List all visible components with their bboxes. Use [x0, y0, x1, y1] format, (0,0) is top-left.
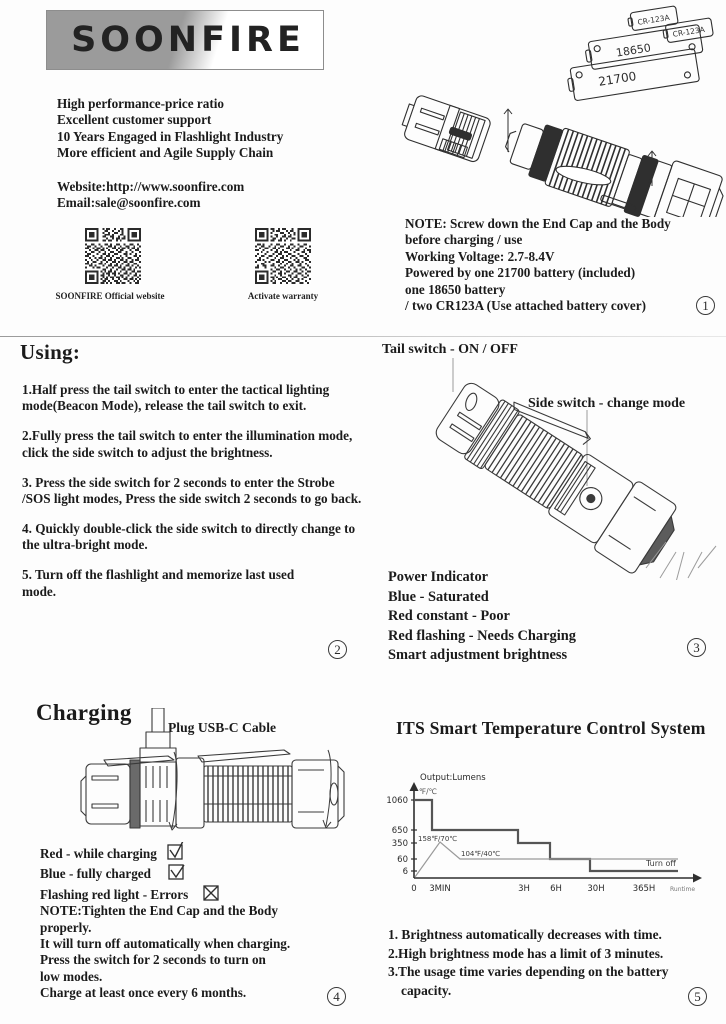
- x-tick-label: 3H: [518, 884, 530, 894]
- note-line: Working Voltage: 2.7-8.4V: [405, 248, 555, 264]
- tail-switch-label: Tail switch - ON / OFF: [382, 342, 518, 357]
- charging-note-line: low modes.: [40, 968, 103, 984]
- indicator-line: Red flashing - Needs Charging: [388, 627, 576, 644]
- qr-code-icon: [85, 228, 141, 284]
- y-tick-label: 350: [391, 839, 408, 849]
- status-label: Red - while charging: [40, 846, 157, 861]
- chart-annotation-steady-temp: 104℉/40℃: [461, 850, 501, 858]
- status-row: [40, 883, 370, 903]
- panel-number: 1: [696, 296, 715, 315]
- panel4-title: Charging: [36, 700, 132, 725]
- svg-text:CR-123A: CR-123A: [672, 24, 706, 39]
- charging-note-line: NOTE:Tighten the End Cap and the Body: [40, 903, 278, 919]
- checkbox-crossed-icon: [202, 883, 221, 902]
- temperature-control-chart: [378, 770, 718, 900]
- chart-annotation-turn-off: Turn off: [646, 859, 676, 868]
- checkbox-checked-icon: [166, 842, 185, 861]
- x-tick-label: 0: [411, 884, 417, 894]
- charging-note-line: It will turn off automatically when charging.: [40, 936, 291, 952]
- charging-diagram: [78, 708, 358, 838]
- usage-step: 1.Half press the tail switch to enter the tactical lighting mode(Beacon Mode), release the tail switch to exit.: [22, 382, 330, 414]
- chart-svg: [378, 770, 718, 900]
- charging-note-line: Charge at least once every 6 months.: [40, 985, 247, 1001]
- x-tick-label: 3MIN: [429, 884, 451, 894]
- y-tick-label: 650: [391, 826, 408, 836]
- panel-battery-info: [380, 0, 726, 336]
- note-line: 3.The usage time varies depending on the battery: [388, 964, 669, 980]
- panel-charging: [0, 684, 370, 1024]
- panel5-notes: [388, 926, 668, 1000]
- logo-text: SOONFIRE: [71, 20, 305, 60]
- x-tick-label: 30H: [587, 884, 605, 894]
- note-line: 2.High brightness mode has a limit of 3 minutes.: [388, 945, 664, 961]
- brand-contact: [57, 179, 244, 212]
- chart-y-secondary-label: ℉/℃: [419, 787, 438, 796]
- panel-number: 5: [688, 987, 707, 1006]
- x-tick-label: 365H: [632, 884, 656, 894]
- status-row: [40, 842, 370, 862]
- status-row: [40, 862, 370, 882]
- flashlight-assembled-diagram: [370, 340, 726, 580]
- tagline-line: 10 Years Engaged in Flashlight Industry: [57, 128, 284, 144]
- y-tick-label: 6: [402, 867, 408, 877]
- charging-note-line: properly.: [40, 919, 92, 935]
- indicator-line: Power Indicator: [388, 569, 489, 585]
- note-line: one 18650 battery: [405, 281, 506, 297]
- panel-number: 4: [327, 987, 346, 1006]
- tagline-line: High performance-price ratio: [57, 96, 224, 111]
- indicator-line: Blue - Saturated: [388, 588, 489, 605]
- y-axis-arrow: [410, 782, 419, 791]
- qr-caption: Activate warranty: [247, 291, 319, 301]
- brand-taglines: [57, 96, 283, 162]
- usage-step: 2.Fully press the tail switch to enter the illumination mode, click the side switch to adjust the brightness.: [22, 428, 353, 460]
- charging-note-line: Press the switch for 2 seconds to turn on: [40, 952, 266, 968]
- note-line: Powered by one 21700 battery (included): [405, 265, 636, 281]
- note-line: NOTE: Screw down the End Cap and the Body: [405, 216, 671, 231]
- panel-temperature-control: [370, 684, 726, 1024]
- x-axis-arrow: [693, 874, 702, 883]
- status-label: Flashing red light - Errors: [40, 886, 189, 902]
- indicator-line: Red constant - Poor: [388, 608, 510, 624]
- qr-code-website[interactable]: [55, 228, 168, 301]
- brand-logo: [46, 10, 324, 70]
- checkbox-checked-icon: [167, 862, 186, 881]
- note-line: / two CR123A (Use attached battery cover): [405, 298, 646, 314]
- chart-annotation-peak-temp: 158℉/70℃: [418, 835, 458, 843]
- chart-xlabel: Runtime: [670, 886, 696, 893]
- svg-text:18650: 18650: [615, 41, 652, 60]
- tagline-line: Excellent customer support: [57, 112, 212, 128]
- panel-number: 2: [328, 640, 347, 659]
- qr-code-icon: [255, 228, 311, 284]
- note-line: before charging / use: [405, 232, 523, 248]
- note-line: capacity.: [401, 982, 452, 998]
- flashlight-exploded-diagram: [380, 2, 726, 217]
- usage-step: 4. Quickly double-click the side switch to directly change to the ultra-bright mode.: [22, 520, 356, 553]
- status-label: Blue - fully charged: [40, 866, 151, 882]
- power-indicator-legend: [388, 568, 576, 666]
- email-line[interactable]: Email:sale@soonfire.com: [57, 195, 201, 211]
- y-tick-label: 1060: [386, 796, 408, 806]
- x-tick-label: 6H: [550, 884, 562, 894]
- section-divider: [0, 336, 726, 337]
- y-tick-label: 60: [397, 855, 408, 865]
- usage-steps: [22, 382, 362, 614]
- usage-step: 5. Turn off the flashlight and memorize last used mode.: [22, 567, 295, 599]
- qr-caption: SOONFIRE Official website: [55, 291, 165, 301]
- svg-text:CR-123A: CR-123A: [636, 12, 671, 27]
- side-switch-label: Side switch - change mode: [528, 396, 686, 411]
- panel5-title: ITS Smart Temperature Control System: [396, 718, 706, 738]
- panel-switches: [370, 340, 726, 680]
- panel1-note: [405, 216, 671, 314]
- note-line: 1. Brightness automatically decreases with time.: [388, 927, 662, 942]
- panel2-title: Using:: [20, 340, 81, 364]
- website-line[interactable]: Website:http://www.soonfire.com: [57, 179, 245, 194]
- qr-code-warranty[interactable]: [228, 228, 338, 301]
- panel-using: [0, 340, 370, 680]
- chart-ylabel: Output:Lumens: [420, 773, 486, 783]
- svg-text:21700: 21700: [597, 69, 638, 89]
- tagline-line: More efficient and Agile Supply Chain: [57, 145, 274, 161]
- usage-step: 3. Press the side switch for 2 seconds to enter the Strobe /SOS light modes, Press the side switch 2 seconds to go back.: [22, 474, 362, 507]
- charging-status-list: [40, 842, 370, 1002]
- indicator-line: Smart adjustment brightness: [388, 647, 568, 663]
- panel-number: 3: [687, 638, 706, 657]
- plug-usbc-label: Plug USB-C Cable: [168, 720, 277, 735]
